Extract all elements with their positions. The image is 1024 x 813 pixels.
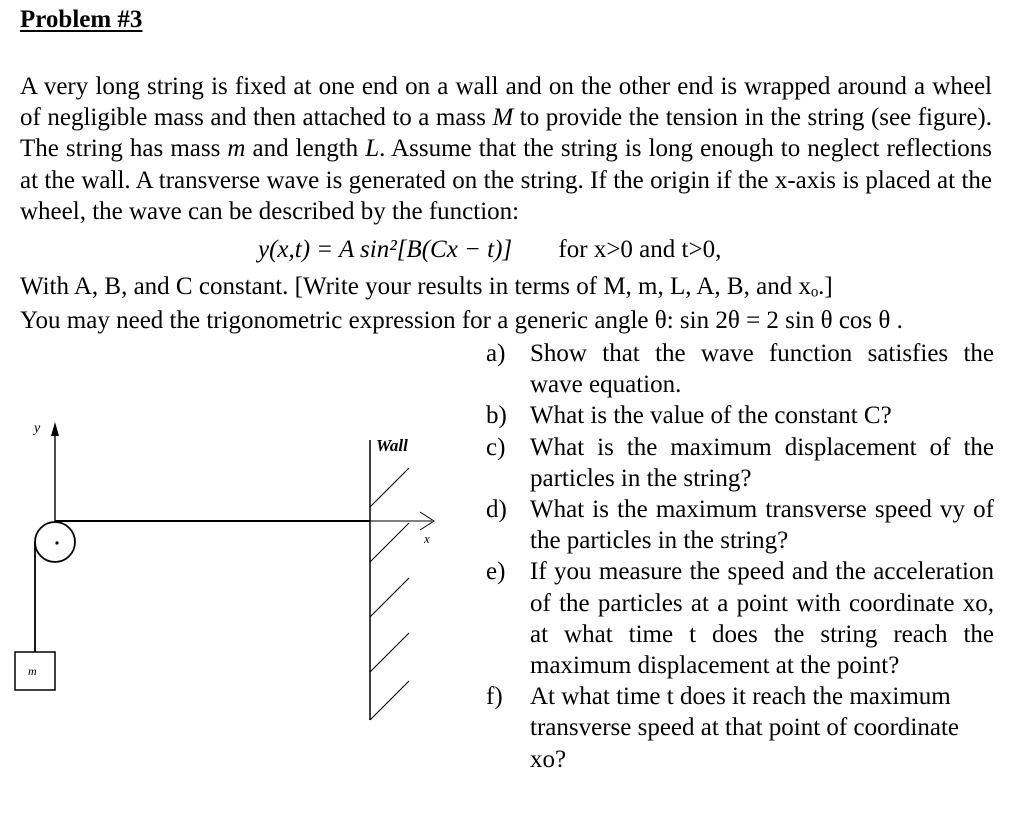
- question-label: a): [486, 340, 506, 367]
- question-b: [486, 400, 994, 431]
- question-text: At what time t does it reach the maximum transverse speed at that point of coordinate xo?: [530, 683, 960, 773]
- trig-hint-line: You may need the trigonometric expression for a generic angle θ: sin 2θ = 2 sin θ cos θ .: [20, 307, 903, 334]
- wheel-icon: [35, 522, 75, 562]
- question-d: [486, 494, 994, 556]
- wall-label: Wall: [376, 436, 408, 455]
- wheel-axle: [55, 541, 58, 544]
- question-text: What is the maximum displacement of the particles in the string?: [530, 433, 994, 492]
- question-list: [486, 338, 994, 775]
- question-a: [486, 338, 994, 400]
- question-text: What is the value of the constant C?: [530, 402, 892, 430]
- wave-equation: [258, 236, 721, 264]
- y-axis-arrow-icon: [51, 422, 59, 436]
- problem-intro: A very long string is fixed at one end on a wall and on the other end is wrapped around a wheel of negligible mass and then attached to a mass M to provide the tension in the string (see figure). The string has mass m and length L. Assume that the string is long enough to neglect reflections at the wall. A transverse wave is generated on the string. If the origin if the x-axis is placed at the wheel, the wave can be described by the function:: [20, 73, 993, 225]
- question-label: e): [486, 558, 506, 586]
- problem-title: Problem #3: [20, 6, 143, 33]
- mass-label: m: [28, 664, 37, 678]
- question-c: [486, 432, 994, 494]
- wave-condition: for x>0 and t>0,: [558, 236, 722, 263]
- constants-line: With A, B, and C constant. [Write your results in terms of M, m, L, A, B, and xₒ.]: [20, 273, 833, 300]
- question-text: Show that the wave function satisfies the wave equation.: [530, 340, 994, 399]
- question-text: What is the maximum transverse speed vy of the particles in the string?: [530, 496, 994, 555]
- question-label: b): [486, 402, 507, 430]
- y-axis-label: y: [34, 421, 41, 436]
- wall-hatching: [370, 468, 409, 720]
- question-label: f): [486, 683, 503, 711]
- string-wheel-figure: [0, 400, 480, 740]
- x-axis-label: x: [424, 531, 430, 546]
- question-text: If you measure the speed and the acceleration of the particles at a point with coordinate xo, at what time t does the string reach the maximum displacement at the point?: [530, 558, 994, 680]
- question-f: [486, 681, 994, 775]
- question-label: c): [486, 433, 506, 461]
- wave-formula: y(x,t) = A sin²[B(Cx − t)]: [258, 236, 513, 263]
- question-e: [486, 556, 994, 681]
- question-label: d): [486, 496, 507, 524]
